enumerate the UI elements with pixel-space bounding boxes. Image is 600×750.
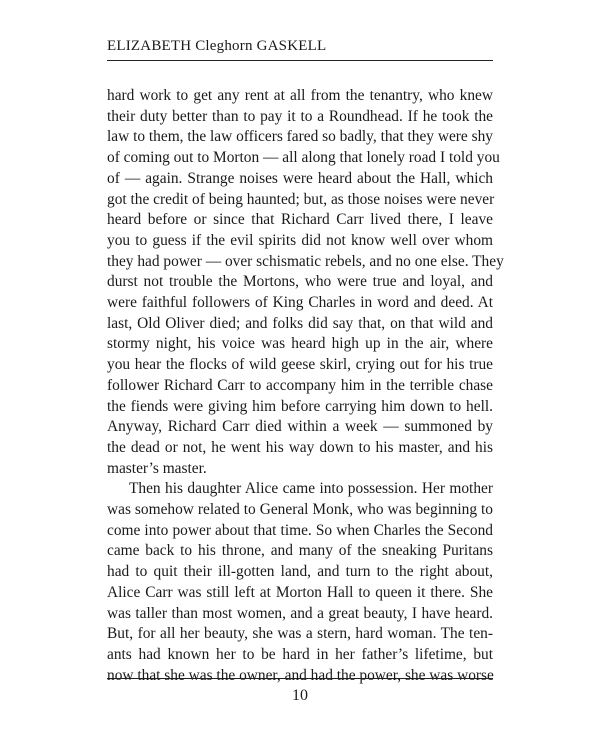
text-line: were faithful followers of King Charles in word and deed. At — [107, 294, 493, 312]
text-line: now that she was the owner, and had the power, she was worse — [107, 666, 494, 684]
text-line: come into power about that time. So when Charles the Second — [107, 521, 493, 539]
text-line: durst not trouble the Mortons, who were true and loyal, and — [107, 273, 493, 291]
text-line: their duty better than to pay it to a Roundhead. If he took the — [107, 107, 493, 125]
header-rule — [107, 60, 493, 61]
text-line: came back to his throne, and many of the sneaking Puritans — [107, 542, 493, 560]
text-line: law to them, the law officers fared so badly, that they were shy — [107, 128, 493, 146]
text-line: master’s master. — [107, 459, 207, 477]
text-line: the dead or not, he went his way down to his master, and his — [107, 438, 493, 456]
text-line: follower Richard Carr to accompany him in the terrible chase — [107, 376, 493, 394]
page-number: 10 — [292, 687, 308, 704]
footer-rule — [107, 678, 493, 679]
text-line: Then his daughter Alice came into possession. Her mother — [129, 480, 493, 498]
text-line: last, Old Oliver died; and folks did say that, on that wild and — [107, 314, 493, 332]
paragraph — [107, 479, 493, 686]
text-line: of coming out to Morton — all along that lonely road I told you — [107, 149, 500, 167]
text-line: But, for all her beauty, she was a stern, hard woman. The ten- — [107, 625, 493, 643]
text-line: heard before or since that Richard Carr lived there, I leave — [107, 211, 493, 229]
text-line: Anyway, Richard Carr died within a week — summoned by — [107, 418, 493, 436]
text-line: you hear the flocks of wild geese skirl, crying out for his true — [107, 356, 493, 374]
text-line: hard work to get any rent at all from the tenantry, who knew — [107, 87, 493, 104]
text-line: you to guess if the evil spirits did not know well over whom — [107, 231, 493, 249]
text-line: was somehow related to General Monk, who was beginning to — [107, 501, 493, 519]
text-line: of — again. Strange noises were heard about the Hall, which — [107, 169, 493, 187]
text-line: was taller than most women, and a great beauty, I have heard. — [107, 604, 493, 622]
text-line: they had power — over schismatic rebels, and no one else. They — [107, 252, 504, 270]
text-line: stormy night, his voice was heard high up in the air, where — [107, 335, 493, 353]
text-line: had to quit their ill-gotten land, and turn to the right about, — [107, 563, 493, 581]
text-line: got the credit of being haunted; but, as those noises were never — [107, 190, 495, 208]
paragraph — [107, 86, 504, 479]
text-line: Alice Carr was still left at Morton Hall to queen it there. She — [107, 583, 493, 601]
body-text — [107, 86, 504, 686]
text-line: ants had known her to be hard in her father’s lifetime, but — [107, 645, 493, 663]
text-line: the fiends were giving him before carrying him down to hell. — [107, 397, 493, 415]
running-head: ELIZABETH Cleghorn GASKELL — [107, 38, 327, 54]
